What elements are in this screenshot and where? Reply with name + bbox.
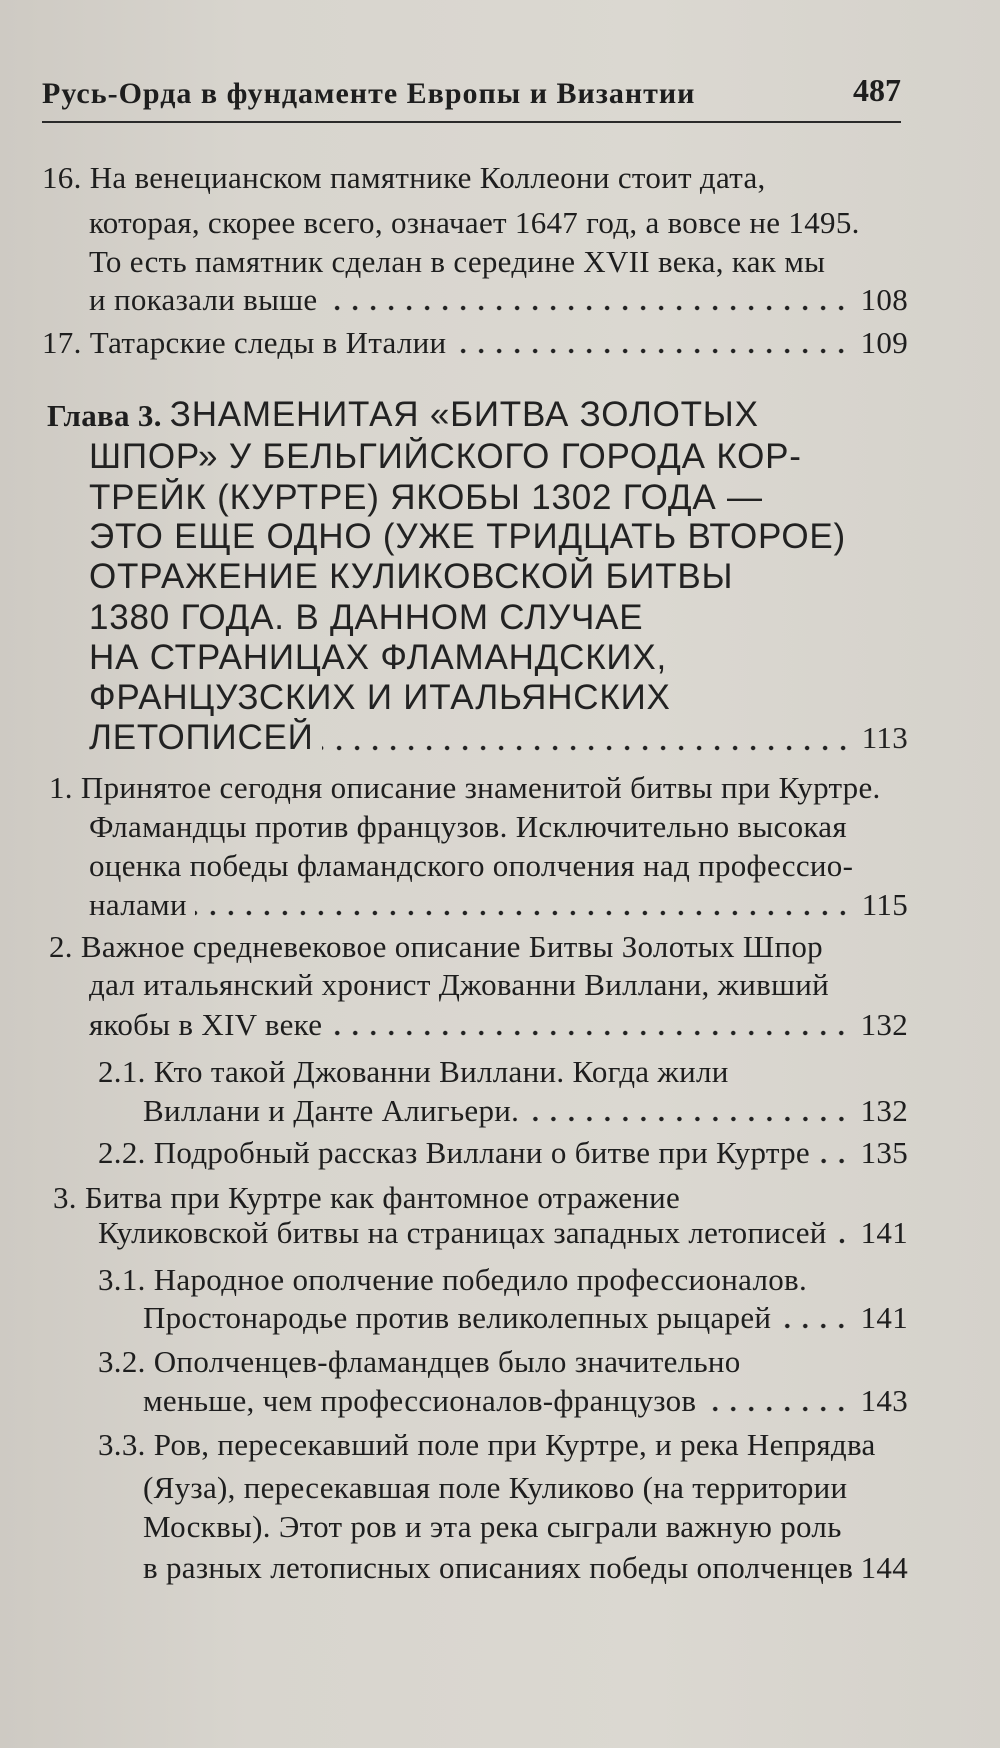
toc-page-number: 141	[860, 1215, 908, 1250]
toc-line	[89, 1007, 908, 1043]
toc-line: 16. На венецианском памятнике Коллеони стоит дата,	[42, 160, 766, 195]
toc-line-text: Виллани и Данте Алигьери.	[143, 1093, 520, 1128]
toc-line: ТРЕЙК (КУРТРЕ) ЯКОБЫ 1302 ГОДА —	[89, 478, 763, 517]
toc-page-number: 144	[860, 1550, 908, 1585]
toc-line-text: 17. Татарские следы в Италии	[42, 325, 447, 360]
toc-line: которая, скорее всего, означает 1647 год, а вовсе не 1495.	[89, 205, 860, 240]
chapter-label: Глава 3.	[47, 398, 162, 433]
toc-line: Москвы). Этот ров и эта река сыграли важную роль	[143, 1509, 842, 1544]
toc-line: дал итальянский хронист Джованни Виллани, живший	[89, 967, 830, 1002]
dot-leader	[330, 1007, 850, 1043]
toc-line: (Яуза), пересекавшая поле Куликово (на территории	[143, 1470, 848, 1505]
dot-leader	[835, 1215, 851, 1251]
toc-page-number: 113	[861, 720, 908, 755]
toc-line: ЭТО ЕЩЕ ОДНО (УЖЕ ТРИДЦАТЬ ВТОРОЕ)	[89, 517, 846, 556]
toc-line: То есть памятник сделан в середине XVII века, как мы	[89, 244, 826, 279]
toc-line	[89, 718, 908, 758]
leader-gap	[853, 1550, 860, 1586]
toc-line: ФРАНЦУЗСКИХ И ИТАЛЬЯНСКИХ	[89, 678, 671, 717]
dot-leader	[527, 1093, 850, 1129]
toc-line: 1. Принятое сегодня описание знаменитой битвы при Куртре.	[49, 770, 881, 805]
dot-leader	[704, 1383, 850, 1419]
toc-line-text: меньше, чем профессионалов-французов	[143, 1383, 697, 1418]
running-header-title: Русь-Орда в фундаменте Европы и Византии	[42, 77, 696, 110]
dot-leader	[454, 325, 850, 361]
toc-line-text: налами	[89, 887, 187, 922]
toc-line: оценка победы фламандского ополчения над профессио-	[89, 848, 854, 883]
toc-line-text: Простонародье против великолепных рыцарей	[143, 1300, 772, 1335]
toc-line: НА СТРАНИЦАХ ФЛАМАНДСКИХ,	[89, 638, 668, 677]
toc-line: Фламандцы против французов. Исключительно высокая	[89, 809, 847, 844]
toc-page-number: 132	[860, 1007, 908, 1042]
toc-line-text: Куликовской битвы на страницах западных летописей	[98, 1215, 827, 1250]
toc-line	[47, 395, 940, 435]
toc-page-number: 108	[860, 282, 908, 317]
toc-line: 3.2. Ополченцев-фламандцев было значительно	[98, 1344, 741, 1379]
toc-page-number: 143	[860, 1383, 908, 1418]
toc-line: 1380 ГОДА. В ДАННОМ СЛУЧАЕ	[89, 598, 644, 637]
dot-leader	[818, 1135, 851, 1171]
toc-line-text: в разных летописных описаниях победы ополченцев	[143, 1550, 854, 1585]
toc-line-text: и показали выше	[89, 282, 318, 317]
dot-leader	[779, 1300, 850, 1336]
toc-page-number: 109	[860, 325, 908, 360]
toc-line	[98, 1135, 908, 1171]
toc-line-text: ЛЕТОПИСЕЙ	[89, 718, 314, 757]
toc-line-text: якобы в XIV веке	[89, 1007, 323, 1042]
toc-line	[42, 325, 908, 361]
toc-line-text: ЗНАМЕНИТАЯ «БИТВА ЗОЛОТЫХ	[169, 395, 759, 434]
toc-line	[143, 1383, 908, 1419]
toc-page-number: 135	[860, 1135, 908, 1170]
toc-line-text: 2.2. Подробный рассказ Виллани о битве при Куртре	[98, 1135, 810, 1170]
dot-leader	[195, 887, 852, 923]
toc-line	[98, 1215, 908, 1251]
toc-line: 3. Битва при Куртре как фантомное отражение	[53, 1180, 681, 1215]
toc-line	[89, 282, 908, 318]
header-rule	[42, 121, 901, 123]
toc-line: 2.1. Кто такой Джованни Виллани. Когда жили	[98, 1054, 729, 1089]
dot-leader	[322, 718, 852, 758]
toc-line: 3.3. Ров, пересекавший поле при Куртре, и река Непрядва	[98, 1427, 876, 1462]
toc-line	[89, 887, 908, 923]
toc-line: 3.1. Народное ополчение победило профессионалов.	[98, 1262, 808, 1297]
toc-line: ОТРАЖЕНИЕ КУЛИКОВСКОЙ БИТВЫ	[89, 557, 734, 596]
toc-line	[143, 1093, 908, 1129]
page-number: 487	[853, 72, 901, 108]
toc-page-number: 115	[861, 887, 908, 922]
toc-line	[143, 1300, 908, 1336]
toc-line	[143, 1550, 908, 1586]
dot-leader	[325, 282, 850, 318]
toc-page-number: 132	[860, 1093, 908, 1128]
toc-page-number: 141	[860, 1300, 908, 1335]
toc-line: ШПОР» У БЕЛЬГИЙСКОГО ГОРОДА КОР-	[89, 437, 802, 476]
toc-line: 2. Важное средневековое описание Битвы Золотых Шпор	[49, 929, 823, 964]
